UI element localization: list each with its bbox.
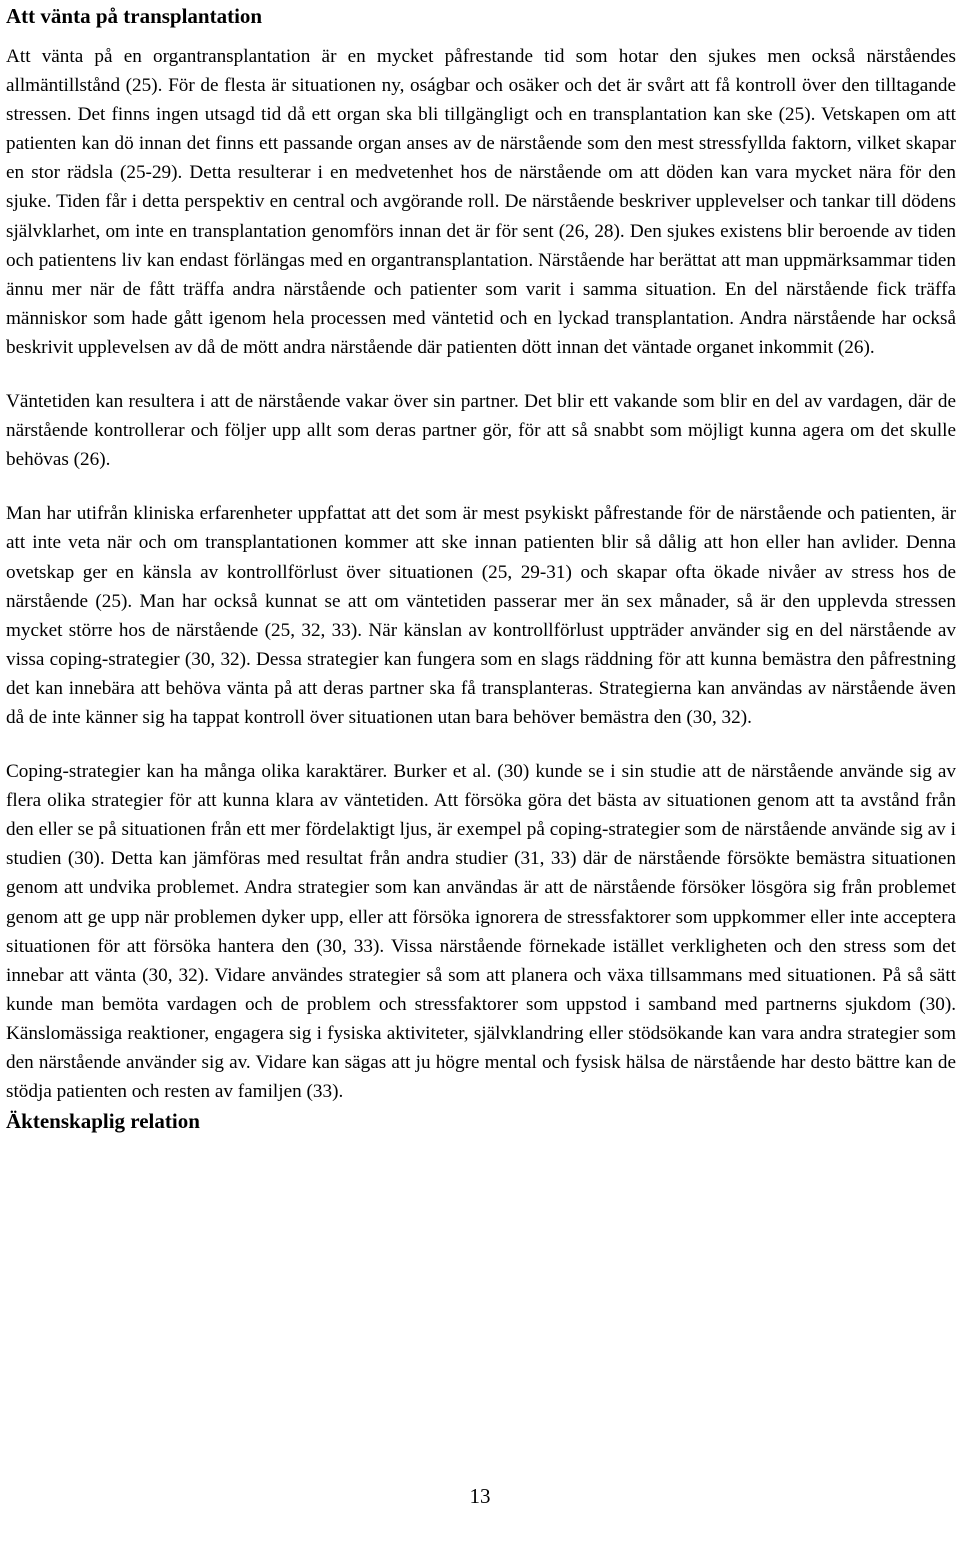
- paragraph-coping-strategies: Coping-strategier kan ha många olika karaktärer. Burker et al. (30) kunde se i sin studie att de närstående använde sig av flera olika strategier för att kunna klara av väntetiden. Att försöka göra det bästa av situationen genom att ta avstånd från den eller se på situationen från ett mer fördelaktigt ljus, är exempel på coping-strategier som de närstående använde sig av i studien (30). Detta kan jämföras med resultat från andra studier (31, 33) där de närstående försökte bemästra situationen genom att undvika problemet. Andra strategier som kan användas är att de närstående försöker lösgöra sig från problemet genom att ge upp när problemen dyker upp, eller att försöka ignorera de stressfaktorer som uppkommer eller inte acceptera situationen för att försöka hantera den (30, 33). Vissa närstående förnekade istället verkligheten och den stress som det innebar att vänta (30, 32). Vidare användes strategier så som att planera och växa tillsammans med situationen. På så sätt kunde man bemöta vardagen och de problem och stressfaktorer som uppstod i samband med partnerns sjukdom (30). Känslomässiga reaktioner, engagera sig i fysiska aktiviteter, självklandring eller stödsökande kan vara andra strategier som den närstående använder sig av. Vidare kan sägas att ju högre mental och fysisk hälsa de närstående har desto bättre kan de stödja patienten och resten av familjen (33).: [6, 761, 956, 1103]
- section-heading-marital-relation: Äktenskaplig relation: [6, 1109, 200, 1134]
- page-number: 13: [469, 1484, 491, 1508]
- document-page: [6, 0, 956, 1136]
- section-heading-waiting: Att vänta på transplantation: [6, 4, 263, 28]
- paragraph-vigilance: Väntetiden kan resultera i att de närstående vakar över sin partner. Det blir ett vakande som blir en del av vardagen, där de närstående kontrollerar och följer upp allt som deras partner gör, för att så snabbt som möjligt kunna agera om det skulle behövas (26).: [6, 391, 956, 471]
- paragraph-loss-of-control: Man har utifrån kliniska erfarenheter uppfattat att det som är mest psykiskt påfrestande för de närstående och patienten, är att inte veta när och om transplantationen kommer att ske innan patienten blir så dålig att hon eller han avlider. Denna ovetskap ger en känsla av kontrollförlust över situationen (25, 29-31) och skapar ofta ökade nivåer av stress hos de närstående (25). Man har också kunnat se att om väntetiden passerar mer än sex månader, så är den upplevda stressen mycket större hos de närstående (25, 32, 33). När känslan av kontrollförlust uppträder använder sig en del närstående av vissa coping-strategier (30, 32). Dessa strategier kan fungera som en slags räddning för att kunna bemästra den påfrestning det kan innebära att behöva vänta på att deras partner ska få transplanteras. Strategierna kan användas av närstående även då de inte känner sig ha tappat kontroll över situationen utan bara behöver bemästra den (30, 32).: [6, 503, 956, 728]
- paragraph-waiting-intro: Att vänta på en organtransplantation är en mycket påfrestande tid som hotar den sjukes men också närståendes allmäntillstånd (25). För de flesta är situationen ny, oságbar och osäker och det är svårt att få kontroll över den tilltagande stressen. Det finns ingen utsagd tid då ett organ ska bli tillgängligt och en transplantation kan ske (25). Vetskapen om att patienten kan dö innan det finns ett passande organ anses av de närstående som den mest stressfyllda faktorn, vilket skapar en stor rädsla (25-29). Detta resulterar i en medvetenhet hos de närstående om att döden kan vara mycket nära för den sjuke. Tiden får i detta perspektiv en central och avgörande roll. De närstående beskriver upplevelser och tankar till dödens självklarhet, om inte en transplantation genomförs innan det är för sent (26, 28). Den sjukes existens blir beroende av tiden och patientens liv kan endast förlängas med en organtransplantation. Närstående har berättat att man uppmärksammar tiden ännu mer när de fått träffa andra närstående och patienter som varit i samma situation. En del närstående fick träffa människor som hade gått igenom hela processen med väntetid och en lyckad transplantation. Andra närstående har också beskrivit upplevelsen av då de mött andra närstående där patienten dött innan det väntade organet inkommit (26).: [6, 46, 956, 358]
